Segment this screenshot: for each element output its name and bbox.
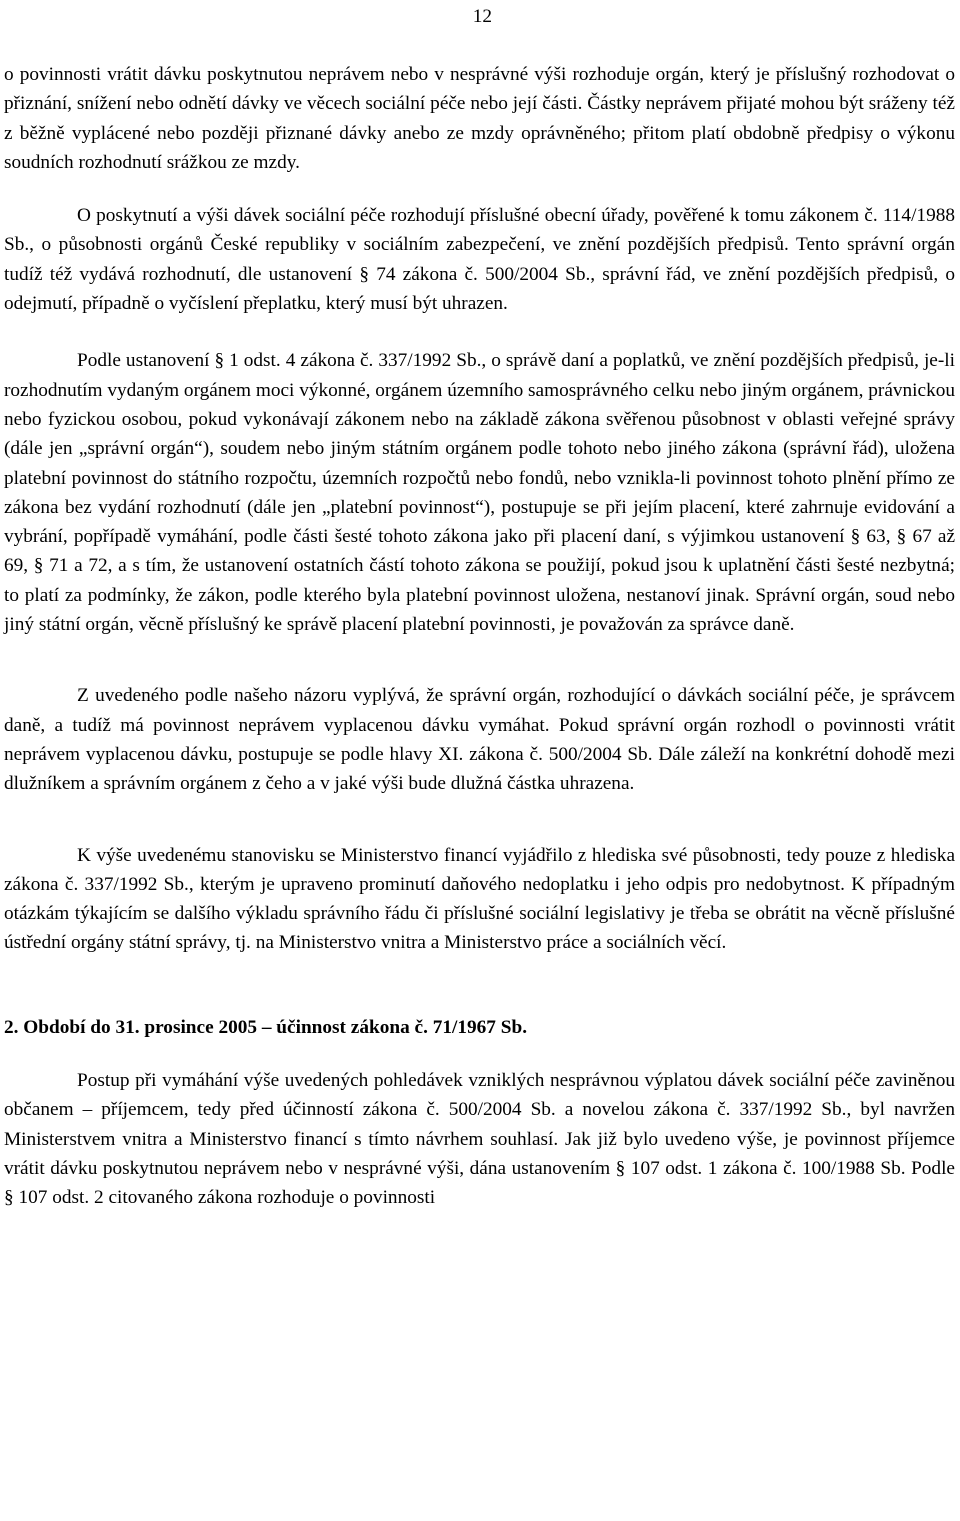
document-body [4, 60, 955, 1213]
paragraph-tax-administration: Podle ustanovení § 1 odst. 4 zákona č. 337/1992 Sb., o správě daní a poplatků, ve znění pozdějších předpisů, je-li rozhodnutím vydaným orgánem moci výkonné, orgánem územního samosprávného celku nebo jiným orgánem, právnickou nebo fyzickou osobou, pokud vykonávají zákonem nebo na základě zákona svěřenou působnost v oblasti veřejné správy (dále jen „správní orgán“), soudem nebo jiným státním orgánem podle tohoto nebo jiného zákona (správní řád), uložena platební povinnost do státního rozpočtu, územních rozpočtů nebo fondů, nebo vznikla-li povinnost tohoto plnění přímo ze zákona bez vydání rozhodnutí (dále jen „platební povinnost“), postupuje se při jejím placení, které zahrnuje evidování a vybrání, popřípadě vymáhání, podle části šesté tohoto zákona jako při placení daní, s výjimkou ustanovení § 63, § 67 až 69, § 71 a 72, a s tím, že ustanovení ostatních částí tohoto zákona se použijí, pokud jsou k uplatnění části šesté nezbytná; to platí za podmínky, že zákon, podle kterého byla platební povinnost uložena, nestanoví jinak. Správní orgán, soud nebo jiný státní orgán, věcně příslušný ke správě placení platební povinnosti, je považován za správce daně. [4, 350, 955, 636]
paragraph-procedure: Postup při vymáhání výše uvedených pohledávek vzniklých nesprávnou výplatou dávek sociální péče zaviněnou občanem – příjemcem, tedy před účinností zákona č. 500/2004 Sb. a novelou zákona č. 337/1992 Sb., byl navržen Ministerstvem vnitra a Ministerstvo financí s tímto návrhem souhlasí. Jak již bylo uvedeno výše, je povinnost příjemce vrátit dávku poskytnutou neprávem nebo v nesprávné výši, dána ustanovením § 107 odst. 1 zákona č. 100/1988 Sb. Podle § 107 odst. 2 citovaného zákona rozhoduje o povinnosti [4, 1070, 955, 1209]
section-heading: 2. Období do 31. prosince 2005 – účinnost zákona č. 71/1967 Sb. [4, 1016, 528, 1038]
paragraph-refund-obligation: o povinnosti vrátit dávku poskytnutou neprávem nebo v nesprávné výši rozhoduje orgán, který je příslušný rozhodovat o přiznání, snížení nebo odnětí dávky ve věcech sociální péče nebo její části. Částky neprávem přijaté mohou být sráženy též z běžně vyplácené nebo později přiznané dávky anebo ze mzdy oprávněného; přitom platí obdobně předpisy o výkonu soudních rozhodnutí srážkou ze mzdy. [4, 64, 955, 173]
paragraph-municipal-authorities: O poskytnutí a výši dávek sociální péče rozhodují příslušné obecní úřady, pověřené k tomu zákonem č. 114/1988 Sb., o působnosti orgánů České republiky v sociálním zabezpečení, ve znění pozdějších předpisů. Tento správní orgán tudíž též vydává rozhodnutí, dle ustanovení § 74 zákona č. 500/2004 Sb., správní řád, ve znění pozdějších předpisů, o odejmutí, případně o vyčíslení přeplatku, který musí být uhrazen. [4, 205, 955, 315]
paragraph-ministry-opinion: K výše uvedenému stanovisku se Ministerstvo financí vyjádřilo z hlediska své působnosti, tedy pouze z hlediska zákona č. 337/1992 Sb., kterým je upraveno prominutí daňového nedoplatku i jeho odpis pro nedobytnost. K případným otázkám týkajícím se dalšího výkladu správního řádu či příslušné sociální legislativy je třeba se obrátit na věcně příslušné ústřední orgány státní správy, tj. na Ministerstvo vnitra a Ministerstvo práce a sociálních věcí. [4, 844, 955, 954]
paragraph-conclusion: Z uvedeného podle našeho názoru vyplývá, že správní orgán, rozhodující o dávkách sociální péče, je správcem daně, a tudíž má povinnost neprávem vyplacenou dávku vymáhat. Pokud správní orgán rozhodl o povinnosti vrátit neprávem vyplacenou dávku, postupuje se podle hlavy XI. zákona č. 500/2004 Sb. Dále záleží na konkrétní dohodě mezi dlužníkem a správním orgánem z čeho a v jaké výši bude dlužná částka uhrazena. [4, 685, 955, 795]
page-number: 12 [472, 6, 492, 27]
